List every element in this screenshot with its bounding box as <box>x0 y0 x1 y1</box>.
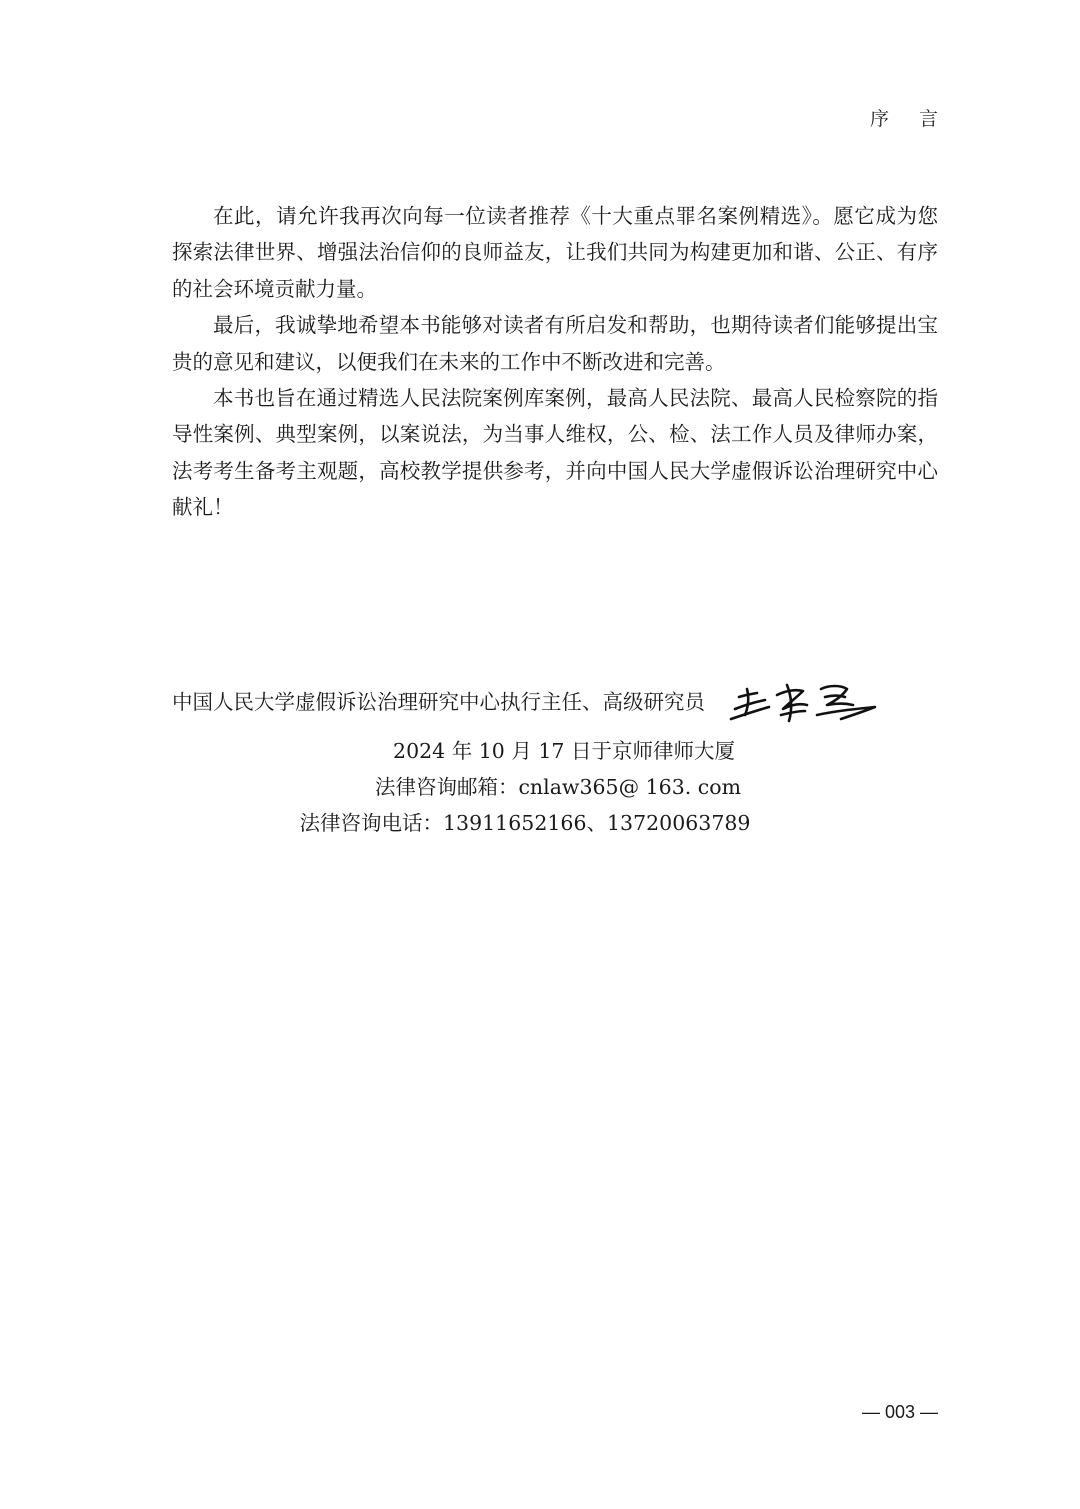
page-number: — 003 — <box>861 1402 938 1422</box>
email-line: 法律咨询邮箱：cnlaw365@ 163. com <box>374 775 742 799</box>
date-place-line: 2024 年 10 月 17 日于京师律师大厦 <box>393 739 735 763</box>
running-header-title: 序 言 <box>869 108 950 130</box>
author-line <box>172 680 942 720</box>
handwritten-signature <box>725 675 885 725</box>
phone-line: 法律咨询电话：13911652166、13720063789 <box>299 811 751 835</box>
signature-block <box>172 680 942 720</box>
paragraph: 本书也旨在通过精选人民法院案例库案例，最高人民法院、最高人民检察院的指导性案例、典型案例，以案说法，为当事人维权，公、检、法工作人员及律师办案，法考考生备考主观题，高校教学提供参考，并向中国人民大学虚假诉讼治理研究中心献礼！ <box>172 386 938 520</box>
paragraph: 最后，我诚挚地希望本书能够对读者有所启发和帮助，也期待读者们能够提出宝贵的意见和建议，以便我们在未来的工作中不断改进和完善。 <box>172 313 938 374</box>
preface-body <box>172 198 938 526</box>
author-title: 中国人民大学虚假诉讼治理研究中心执行主任、高级研究员 <box>172 690 705 714</box>
paragraph: 在此，请允许我再次向每一位读者推荐《十大重点罪名案例精选》。愿它成为您探索法律世界、增强法治信仰的良师益友，让我们共同为构建更加和谐、公正、有序的社会环境贡献力量。 <box>172 204 938 301</box>
